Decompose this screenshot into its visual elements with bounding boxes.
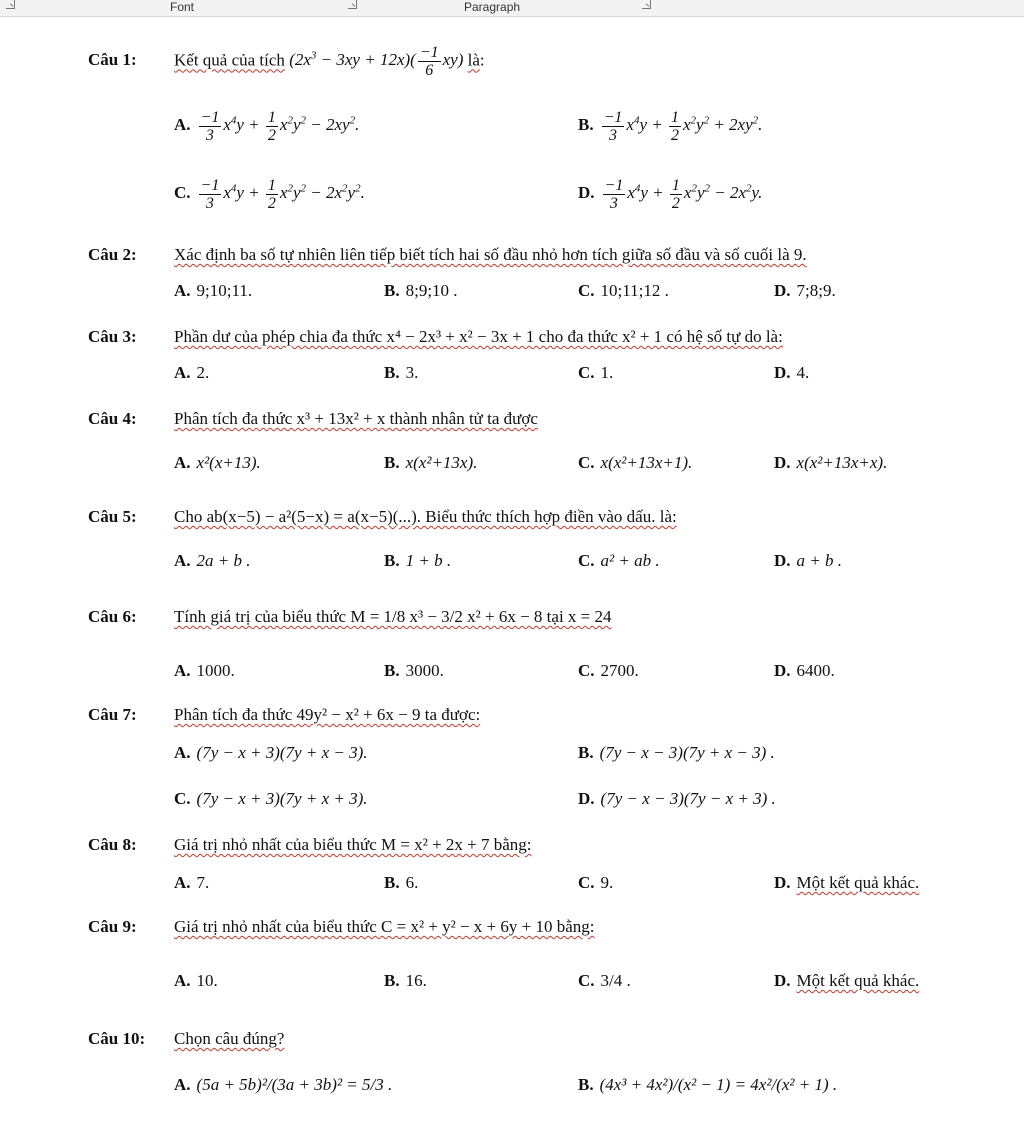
question-10: Câu 10: Chọn câu đúng? (88, 1029, 285, 1048)
q9-option-c[interactable]: C. 3/4 . (578, 971, 631, 990)
dialog-launcher-icon[interactable] (6, 0, 15, 9)
question-8: Câu 8: Giá trị nhỏ nhất của biểu thức M = x² + 2x + 7 bằng: (88, 835, 532, 854)
q3-option-a[interactable]: A. 2. (174, 363, 210, 382)
q2-option-b[interactable]: B. 8;9;10 . (384, 281, 458, 300)
q5-option-c[interactable]: C. a² + ab . (578, 551, 660, 570)
font-dialog-launcher-icon[interactable] (348, 0, 357, 9)
q9-option-a[interactable]: A. 10. (174, 971, 218, 990)
q1-option-d[interactable]: D. $\frac{-1}{3}$ $x^4y$ + $\frac{1}{2}$ $x^2y^2 - 2x^2y$. (578, 177, 763, 212)
q3-option-b[interactable]: B. 3. (384, 363, 419, 382)
q7-option-a[interactable]: A. (7y − x + 3)(7y + x − 3). (174, 743, 368, 762)
q6-option-c[interactable]: C. 2700. (578, 661, 639, 680)
q8-option-c[interactable]: C. 9. (578, 873, 614, 892)
q4-option-d[interactable]: D. x(x²+13x+x). (774, 453, 888, 472)
q5-option-b[interactable]: B. 1 + b . (384, 551, 452, 570)
q6-option-d[interactable]: D. 6400. (774, 661, 835, 680)
question-7: Câu 7: Phân tích đa thức 49y² − x² + 6x − 9 ta được: (88, 705, 481, 724)
q4-option-a[interactable]: A. x²(x+13). (174, 453, 261, 472)
q5-option-d[interactable]: D. a + b . (774, 551, 843, 570)
question-6: Câu 6: Tính giá trị của biểu thức M = 1/8 x³ − 3/2 x² + 6x − 8 tại x = 24 (88, 607, 612, 626)
q8-option-b[interactable]: B. 6. (384, 873, 419, 892)
question-9: Câu 9: Giá trị nhỏ nhất của biểu thức C = x² + y² − x + 6y + 10 bằng: (88, 917, 595, 936)
question-number: Câu 1: (88, 50, 137, 70)
font-group-label: Font (170, 0, 195, 14)
question-5: Câu 5: Cho ab(x−5) − a²(5−x) = a(x−5)(...). Biểu thức thích hợp điền vào dấu. là: (88, 507, 677, 526)
document-page[interactable] (0, 17, 1024, 1130)
q7-option-b[interactable]: B. (7y − x − 3)(7y + x − 3) . (578, 743, 775, 762)
question-3: Câu 3: Phần dư của phép chia đa thức x⁴ − 2x³ + x² − 3x + 1 cho đa thức x² + 1 có hệ số tự do là: (88, 327, 783, 346)
q7-option-d[interactable]: D. (7y − x − 3)(7y − x + 3) . (578, 789, 776, 808)
q10-option-b[interactable]: B. (4x³ + 4x²)/(x² − 1) = 4x²/(x² + 1) . (578, 1075, 838, 1094)
q7-option-c[interactable]: C. (7y − x + 3)(7y + x + 3). (174, 789, 368, 808)
q1-option-a[interactable]: A. $\frac{-1}{3}$ $x^4y$ + $\frac{1}{2}$ $x^2y^2 - 2xy^2$. (174, 109, 360, 144)
question-2: Câu 2: Xác định ba số tự nhiên liên tiếp biết tích hai số đầu nhỏ hơn tích giữa số đầu và số cuối là 9. (88, 245, 807, 264)
q4-option-b[interactable]: B. x(x²+13x). (384, 453, 478, 472)
paragraph-dialog-launcher-icon[interactable] (642, 0, 651, 9)
q3-option-c[interactable]: C. 1. (578, 363, 614, 382)
q9-option-b[interactable]: B. 16. (384, 971, 427, 990)
question-1: Câu 1: Kết quả của tích $(2x^3 - 3xy + 12x)$( $\frac{-1}{6}$ xy) là: (88, 44, 485, 79)
q3-option-d[interactable]: D. 4. (774, 363, 810, 382)
q8-option-d[interactable]: D. Một kết quả khác. (774, 873, 920, 892)
q8-option-a[interactable]: A. 7. (174, 873, 210, 892)
q2-option-a[interactable]: A. 9;10;11. (174, 281, 253, 300)
q5-option-a[interactable]: A. 2a + b . (174, 551, 251, 570)
q10-option-a[interactable]: A. (5a + 5b)²/(3a + 3b)² = 5/3 . (174, 1075, 393, 1094)
q6-option-b[interactable]: B. 3000. (384, 661, 444, 680)
q6-option-a[interactable]: A. 1000. (174, 661, 235, 680)
q4-option-c[interactable]: C. x(x²+13x+1). (578, 453, 693, 472)
paragraph-group-label: Paragraph (464, 0, 521, 14)
question-4: Câu 4: Phân tích đa thức x³ + 13x² + x thành nhân tử ta được (88, 409, 538, 428)
q2-option-d[interactable]: D. 7;8;9. (774, 281, 836, 300)
q1-option-c[interactable]: C. $\frac{-1}{3}$ $x^4y$ + $\frac{1}{2}$ $x^2y^2 - 2x^2y^2$. (174, 177, 365, 212)
q9-option-d[interactable]: D. Một kết quả khác. (774, 971, 920, 990)
q2-option-c[interactable]: C. 10;11;12 . (578, 281, 669, 300)
q1-option-b[interactable]: B. $\frac{-1}{3}$ $x^4y$ + $\frac{1}{2}$ $x^2y^2 + 2xy^2$. (578, 109, 763, 144)
word-ribbon-bottom (0, 0, 1024, 17)
